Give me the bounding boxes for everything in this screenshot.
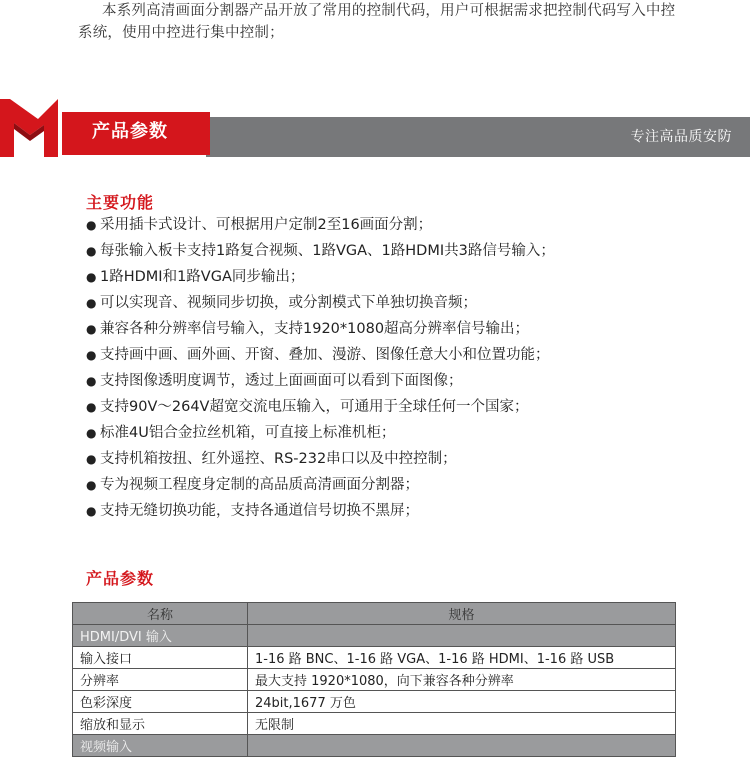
bullet-icon: ● <box>86 452 97 466</box>
table-header-row <box>73 603 676 625</box>
bullet-icon: ● <box>86 504 97 518</box>
bullet-icon: ● <box>86 296 97 310</box>
table-cell-name: 缩放和显示 <box>73 713 248 735</box>
table-cell-name: 色彩深度 <box>73 691 248 713</box>
list-item: ● 1路HDMI和1路VGA同步输出； <box>86 264 726 290</box>
list-item: ● 支持图像透明度调节，透过上面画面可以看到下面图像； <box>86 368 726 394</box>
list-item: ● 兼容各种分辨率信号输入，支持1920*1080超高分辨率信号输出； <box>86 316 726 342</box>
table-row <box>73 669 676 691</box>
list-item: ● 采用插卡式设计、可根据用户定制2至16画面分割； <box>86 212 726 238</box>
spec-table <box>72 602 676 757</box>
list-item: ● 标准4U铝合金拉丝机箱，可直接上标准机柜； <box>86 420 726 446</box>
list-item: ● 专为视频工程度身定制的高品质高清画面分割器； <box>86 472 726 498</box>
table-cell-value <box>248 625 676 647</box>
table-row <box>73 713 676 735</box>
list-item: ● 支持90V～264V超宽交流电压输入，可通用于全球任何一个国家； <box>86 394 726 420</box>
table-cell-name: HDMI/DVI 输入 <box>73 625 248 647</box>
banner-title: 产品参数 <box>92 121 168 142</box>
table-cell-name: 视频输入 <box>73 735 248 757</box>
banner-slogan: 专注高品质安防 <box>630 129 732 145</box>
bullet-icon: ● <box>86 478 97 492</box>
table-cell-value: 1-16 路 BNC、1-16 路 VGA、1-16 路 HDMI、1-16 路 USB <box>248 647 676 669</box>
list-item: ● 每张输入板卡支持1路复合视频、1路VGA、1路HDMI共3路信号输入； <box>86 238 726 264</box>
intro-paragraph: 本系列高清画面分割器产品开放了常用的控制代码，用户可根据需求把控制代码写入中控系统，使用中控进行集中控制； <box>78 3 676 41</box>
bullet-icon: ● <box>86 426 97 440</box>
list-item: ● 可以实现音、视频同步切换，或分割模式下单独切换音频； <box>86 290 726 316</box>
table-cell-name: 分辨率 <box>73 669 248 691</box>
bullet-icon: ● <box>86 348 97 362</box>
bullet-icon: ● <box>86 270 97 284</box>
table-section-row <box>73 625 676 647</box>
table-cell-name: 输入接口 <box>73 647 248 669</box>
bullet-icon: ● <box>86 244 97 258</box>
table-section-row <box>73 735 676 757</box>
section-banner <box>0 95 750 157</box>
list-item: ● 支持画中画、画外画、开窗、叠加、漫游、图像任意大小和位置功能； <box>86 342 726 368</box>
specs-title: 产品参数 <box>86 569 155 588</box>
list-item: ● 支持机箱按扭、红外遥控、RS-232串口以及中控控制； <box>86 446 726 472</box>
features-title: 主要功能 <box>86 193 155 212</box>
table-cell-value <box>248 735 676 757</box>
table-row <box>73 691 676 713</box>
table-cell-value: 24bit,1677 万色 <box>248 691 676 713</box>
bullet-icon: ● <box>86 218 97 232</box>
column-header-name: 名称 <box>73 603 248 625</box>
feature-list <box>86 212 726 524</box>
table-row <box>73 647 676 669</box>
table-cell-value: 最大支持 1920*1080，向下兼容各种分辨率 <box>248 669 676 691</box>
red-m-logo-icon <box>0 95 75 157</box>
bullet-icon: ● <box>86 374 97 388</box>
bullet-icon: ● <box>86 400 97 414</box>
list-item: ● 支持无缝切换功能，支持各通道信号切换不黑屏； <box>86 498 726 524</box>
table-cell-value: 无限制 <box>248 713 676 735</box>
bullet-icon: ● <box>86 322 97 336</box>
column-header-spec: 规格 <box>248 603 676 625</box>
